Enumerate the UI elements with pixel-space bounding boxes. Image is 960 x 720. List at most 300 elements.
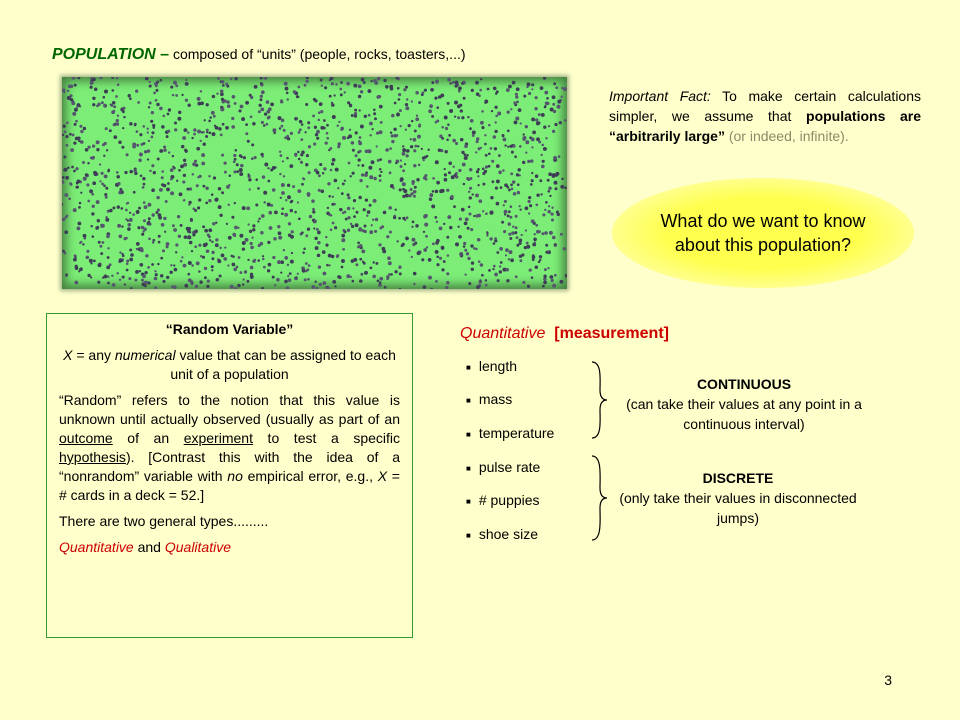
population-unit-dot: [504, 213, 506, 215]
population-unit-dot: [551, 213, 554, 216]
population-unit-dot: [273, 237, 276, 240]
population-unit-dot: [347, 196, 350, 199]
population-unit-dot: [554, 274, 557, 277]
population-unit-dot: [76, 226, 80, 230]
population-unit-dot: [298, 86, 301, 89]
population-unit-dot: [385, 148, 389, 152]
population-unit-dot: [284, 256, 288, 260]
population-unit-dot: [187, 273, 190, 276]
population-unit-dot: [154, 270, 156, 272]
population-unit-dot: [239, 271, 242, 274]
population-unit-dot: [104, 142, 107, 145]
population-unit-dot: [172, 224, 175, 227]
population-unit-dot: [83, 234, 87, 238]
population-unit-dot: [312, 208, 315, 211]
population-unit-dot: [485, 279, 487, 281]
population-unit-dot: [445, 286, 449, 289]
population-unit-dot: [516, 173, 519, 176]
population-unit-dot: [376, 145, 378, 147]
population-unit-dot: [368, 149, 372, 153]
population-unit-dot: [260, 82, 263, 85]
population-unit-dot: [117, 205, 120, 208]
population-unit-dot: [98, 263, 102, 267]
population-unit-dot: [263, 124, 266, 127]
population-unit-dot: [432, 243, 435, 246]
population-unit-dot: [102, 276, 104, 278]
population-unit-dot: [168, 108, 171, 111]
population-unit-dot: [347, 216, 350, 219]
question-text: What do we want to know about this population?: [660, 211, 866, 255]
population-unit-dot: [190, 280, 193, 283]
population-unit-dot: [159, 188, 163, 192]
population-unit-dot: [276, 278, 280, 282]
population-unit-dot: [444, 178, 448, 182]
population-unit-dot: [260, 98, 263, 101]
population-unit-dot: [267, 167, 269, 169]
population-unit-dot: [397, 87, 400, 90]
population-unit-dot: [105, 127, 108, 130]
population-unit-dot: [197, 176, 199, 178]
population-unit-dot: [291, 252, 293, 254]
population-unit-dot: [87, 274, 90, 277]
population-unit-dot: [286, 135, 289, 138]
population-unit-dot: [331, 162, 334, 165]
population-unit-dot: [363, 208, 366, 211]
population-unit-dot: [243, 156, 246, 159]
continuous-category: [612, 374, 876, 434]
population-unit-dot: [510, 184, 513, 187]
population-unit-dot: [326, 264, 329, 267]
population-unit-dot: [436, 263, 439, 266]
population-unit-dot: [395, 134, 398, 137]
population-unit-dot: [495, 92, 497, 94]
population-unit-dot: [467, 227, 470, 230]
population-unit-dot: [116, 171, 119, 174]
population-unit-dot: [436, 181, 440, 185]
population-unit-dot: [228, 184, 230, 186]
population-unit-dot: [402, 217, 405, 220]
population-unit-dot: [541, 144, 544, 147]
population-unit-dot: [178, 235, 181, 238]
population-unit-dot: [490, 196, 493, 199]
population-unit-dot: [289, 272, 292, 275]
population-unit-dot: [286, 98, 288, 100]
population-unit-dot: [545, 102, 548, 105]
population-unit-dot: [517, 168, 520, 171]
population-unit-dot: [340, 93, 343, 96]
population-unit-dot: [281, 208, 284, 211]
population-unit-dot: [466, 154, 469, 157]
population-unit-dot: [368, 114, 371, 117]
population-unit-dot: [332, 115, 336, 119]
population-unit-dot: [247, 223, 249, 225]
population-unit-dot: [431, 115, 434, 118]
population-unit-dot: [143, 125, 146, 128]
population-unit-dot: [85, 173, 88, 176]
population-unit-dot: [341, 238, 345, 242]
population-unit-dot: [553, 156, 557, 160]
population-unit-dot: [438, 95, 442, 99]
population-unit-dot: [317, 254, 321, 258]
population-unit-dot: [181, 256, 183, 258]
population-unit-dot: [80, 130, 83, 133]
population-unit-dot: [545, 201, 548, 204]
population-unit-dot: [144, 150, 147, 153]
population-unit-dot: [454, 84, 457, 87]
population-unit-dot: [161, 223, 165, 227]
population-unit-dot: [339, 208, 342, 211]
population-unit-dot: [125, 209, 128, 212]
population-unit-dot: [132, 213, 135, 216]
population-unit-dot: [507, 146, 509, 148]
population-unit-dot: [127, 227, 131, 231]
population-unit-dot: [63, 125, 66, 128]
population-unit-dot: [325, 236, 327, 238]
population-unit-dot: [196, 147, 200, 151]
population-unit-dot: [119, 279, 121, 281]
population-unit-dot: [318, 111, 321, 114]
population-unit-dot: [543, 77, 546, 80]
population-unit-dot: [549, 231, 553, 235]
population-unit-dot: [379, 281, 382, 284]
population-unit-dot: [257, 259, 260, 262]
population-unit-dot: [525, 151, 527, 153]
population-unit-dot: [535, 174, 539, 178]
population-unit-dot: [349, 104, 352, 107]
population-unit-dot: [532, 258, 535, 261]
population-unit-dot: [250, 242, 253, 245]
population-unit-dot: [543, 275, 546, 278]
population-unit-dot: [122, 110, 125, 113]
population-unit-dot: [316, 171, 320, 175]
population-unit-dot: [399, 188, 402, 191]
population-unit-dot: [163, 148, 166, 151]
population-unit-dot: [157, 263, 159, 265]
population-unit-dot: [480, 121, 484, 125]
population-unit-dot: [358, 95, 361, 98]
population-unit-dot: [273, 132, 276, 135]
population-unit-dot: [103, 104, 107, 108]
population-unit-dot: [389, 172, 392, 175]
population-unit-dot: [228, 236, 232, 240]
population-unit-dot: [557, 100, 561, 104]
population-unit-dot: [111, 89, 114, 92]
population-unit-dot: [251, 236, 253, 238]
population-unit-dot: [408, 124, 411, 127]
population-unit-dot: [301, 183, 304, 186]
population-unit-dot: [519, 238, 523, 242]
population-unit-dot: [358, 158, 361, 161]
population-unit-dot: [391, 114, 395, 118]
population-unit-dot: [517, 183, 520, 186]
population-unit-dot: [318, 265, 321, 268]
population-unit-dot: [185, 82, 189, 86]
population-unit-dot: [245, 132, 248, 135]
bullet-icon: ■: [466, 429, 471, 439]
population-unit-dot: [70, 148, 74, 152]
population-unit-dot: [181, 145, 184, 148]
population-unit-dot: [71, 101, 75, 105]
population-unit-dot: [175, 243, 178, 246]
population-unit-dot: [151, 136, 154, 139]
population-unit-dot: [305, 234, 308, 237]
population-unit-dot: [455, 242, 459, 246]
population-unit-dot: [100, 252, 103, 255]
population-unit-dot: [477, 214, 481, 218]
population-unit-dot: [458, 235, 462, 239]
population-unit-dot: [220, 89, 224, 93]
population-unit-dot: [519, 259, 522, 262]
fact-text-1: To make certain calculations simpler, we assume that: [609, 88, 922, 124]
population-unit-dot: [554, 181, 558, 185]
population-unit-dot: [156, 103, 159, 106]
population-unit-dot: [143, 183, 146, 186]
rv-hypothesis: hypothesis: [59, 449, 126, 465]
population-unit-dot: [321, 190, 325, 194]
population-unit-dot: [561, 96, 563, 98]
population-unit-dot: [506, 88, 510, 92]
population-unit-dot: [371, 160, 375, 164]
population-unit-dot: [266, 110, 270, 114]
population-unit-dot: [402, 152, 406, 156]
population-unit-dot: [314, 220, 317, 223]
population-unit-dot: [337, 125, 339, 127]
population-unit-dot: [564, 187, 567, 190]
population-unit-dot: [393, 216, 396, 219]
population-unit-dot: [416, 178, 419, 181]
population-unit-dot: [436, 221, 438, 223]
population-unit-dot: [211, 241, 213, 243]
population-unit-dot: [307, 228, 310, 231]
population-unit-dot: [547, 190, 550, 193]
population-unit-dot: [272, 256, 275, 259]
rv-def-x: X: [63, 347, 73, 363]
population-unit-dot: [197, 206, 200, 209]
population-unit-dot: [147, 222, 149, 224]
population-unit-dot: [144, 205, 148, 209]
population-unit-dot: [515, 226, 518, 229]
population-unit-dot: [220, 134, 223, 137]
population-unit-dot: [74, 123, 77, 126]
population-unit-dot: [145, 77, 149, 80]
population-unit-dot: [98, 241, 101, 244]
population-unit-dot: [519, 255, 522, 258]
population-unit-dot: [527, 82, 531, 86]
rv-experiment: experiment: [183, 430, 253, 446]
population-unit-dot: [413, 190, 417, 194]
population-unit-dot: [344, 180, 346, 182]
population-unit-dot: [186, 227, 190, 231]
population-unit-dot: [318, 174, 321, 177]
population-unit-dot: [522, 161, 525, 164]
population-unit-dot: [408, 249, 410, 251]
population-unit-dot: [428, 276, 432, 280]
population-unit-dot: [334, 285, 336, 287]
population-unit-dot: [261, 287, 264, 289]
population-unit-dot: [136, 130, 139, 133]
population-unit-dot: [203, 185, 206, 188]
population-unit-dot: [435, 160, 439, 164]
population-unit-dot: [106, 266, 110, 270]
population-unit-dot: [151, 111, 154, 114]
population-unit-dot: [105, 218, 109, 222]
population-unit-dot: [126, 263, 129, 266]
population-unit-dot: [173, 285, 177, 289]
population-unit-dot: [513, 101, 516, 104]
population-unit-dot: [128, 277, 131, 280]
population-unit-dot: [283, 249, 285, 251]
population-unit-dot: [300, 161, 303, 164]
population-unit-dot: [543, 277, 546, 280]
population-unit-dot: [77, 77, 80, 79]
population-unit-dot: [174, 128, 177, 131]
population-unit-dot: [139, 133, 142, 136]
population-unit-dot: [494, 147, 497, 150]
population-unit-dot: [148, 217, 151, 220]
population-unit-dot: [314, 126, 317, 129]
population-unit-dot: [250, 273, 253, 276]
population-unit-dot: [389, 147, 392, 150]
population-unit-dot: [414, 242, 417, 245]
population-unit-dot: [390, 132, 392, 134]
population-unit-dot: [366, 215, 368, 217]
population-unit-dot: [104, 90, 108, 94]
population-unit-dot: [411, 120, 413, 122]
population-unit-dot: [175, 94, 178, 97]
population-unit-dot: [402, 145, 404, 147]
population-unit-dot: [347, 101, 350, 104]
population-unit-dot: [282, 160, 284, 162]
population-unit-dot: [322, 272, 326, 276]
population-unit-dot: [476, 140, 479, 143]
population-unit-dot: [512, 81, 516, 85]
population-unit-dot: [69, 133, 72, 136]
population-unit-dot: [122, 275, 125, 278]
population-unit-dot: [431, 81, 434, 84]
population-unit-dot: [169, 271, 172, 274]
population-unit-dot: [398, 267, 400, 269]
population-unit-dot: [475, 81, 479, 85]
population-unit-dot: [402, 169, 405, 172]
population-unit-dot: [336, 256, 339, 258]
population-unit-dot: [545, 244, 548, 247]
population-unit-dot: [525, 206, 529, 210]
population-unit-dot: [190, 218, 193, 221]
population-unit-dot: [468, 191, 470, 193]
population-unit-dot: [496, 202, 500, 206]
population-unit-dot: [202, 256, 205, 259]
population-unit-dot: [421, 148, 423, 150]
population-unit-dot: [398, 93, 401, 96]
population-unit-dot: [472, 131, 476, 135]
population-unit-dot: [352, 207, 354, 209]
population-unit-dot: [519, 145, 522, 148]
population-unit-dot: [73, 170, 76, 173]
population-unit-dot: [66, 121, 69, 124]
population-unit-dot: [535, 96, 538, 99]
population-unit-dot: [194, 245, 197, 248]
population-unit-dot: [506, 279, 509, 282]
population-unit-dot: [498, 154, 501, 157]
population-unit-dot: [355, 263, 358, 266]
population-unit-dot: [93, 260, 96, 263]
population-unit-dot: [413, 272, 417, 276]
population-unit-dot: [250, 115, 253, 118]
population-unit-dot: [528, 212, 530, 214]
population-unit-dot: [316, 130, 320, 134]
population-unit-dot: [168, 151, 170, 153]
population-unit-dot: [564, 119, 567, 122]
population-unit-dot: [366, 185, 369, 188]
population-unit-dot: [267, 269, 270, 272]
population-unit-dot: [428, 109, 432, 113]
population-unit-dot: [514, 120, 518, 124]
population-unit-dot: [342, 136, 346, 140]
population-unit-dot: [388, 206, 392, 210]
population-unit-dot: [305, 80, 308, 83]
population-unit-dot: [496, 251, 499, 254]
population-unit-dot: [458, 169, 461, 172]
population-unit-dot: [157, 158, 160, 161]
population-unit-dot: [411, 192, 414, 195]
population-unit-dot: [141, 279, 144, 282]
population-unit-dot: [449, 226, 452, 229]
population-unit-dot: [139, 153, 143, 157]
population-unit-dot: [370, 267, 373, 270]
population-unit-dot: [357, 164, 359, 166]
population-unit-dot: [267, 116, 270, 119]
population-unit-dot: [260, 95, 263, 98]
population-unit-dot: [104, 174, 108, 178]
population-unit-dot: [216, 92, 218, 94]
population-unit-dot: [117, 115, 119, 117]
population-unit-dot: [151, 263, 154, 266]
population-unit-dot: [365, 198, 368, 201]
population-unit-dot: [267, 241, 270, 244]
population-unit-dot: [464, 153, 467, 156]
population-unit-dot: [337, 275, 340, 278]
population-unit-dot: [117, 83, 120, 86]
population-unit-dot: [240, 105, 244, 109]
population-unit-dot: [191, 137, 193, 139]
population-unit-dot: [195, 285, 198, 288]
population-unit-dot: [124, 283, 126, 285]
population-unit-dot: [468, 206, 471, 209]
population-unit-dot: [494, 106, 497, 109]
population-unit-dot: [252, 228, 255, 231]
population-unit-dot: [377, 77, 381, 81]
population-unit-dot: [458, 87, 462, 91]
population-unit-dot: [452, 139, 456, 143]
population-unit-dot: [426, 155, 429, 158]
population-unit-dot: [248, 178, 251, 181]
population-unit-dot: [192, 162, 196, 166]
population-unit-dot: [515, 95, 518, 98]
population-unit-dot: [369, 204, 372, 207]
population-unit-dot: [311, 285, 315, 289]
population-unit-dot: [165, 200, 168, 203]
population-unit-dot: [308, 264, 311, 267]
population-unit-dot: [101, 101, 104, 104]
population-unit-dot: [239, 172, 243, 176]
population-unit-dot: [502, 169, 505, 172]
population-unit-dot: [387, 256, 391, 260]
population-unit-dot: [185, 150, 188, 153]
population-unit-dot: [554, 243, 556, 245]
rv-p2-x: X: [377, 468, 388, 484]
population-unit-dot: [156, 89, 159, 92]
population-unit-dot: [511, 188, 514, 191]
